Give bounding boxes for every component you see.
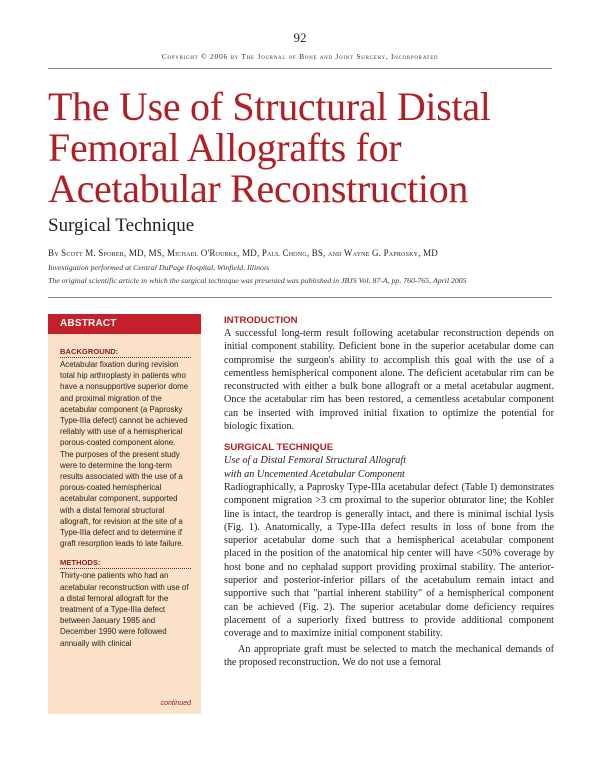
article-subtitle: Surgical Technique xyxy=(48,215,195,236)
introduction-heading: INTRODUCTION xyxy=(224,315,298,326)
abstract-box xyxy=(48,314,201,714)
technique-paragraph-2: An appropriate graft must be selected to match the mechanical demands of the proposed reconstruction. We do not use a femoral xyxy=(224,643,554,668)
background-label: BACKGROUND: xyxy=(60,347,191,358)
source-note: The original scientific article in which the surgical technique was presented was published in JBJS Vol. 87-A, pp. 760-765, April 2005 xyxy=(48,276,467,285)
copyright-line: Copyright © 2006 by The Journal of Bone and Joint Surgery, Incorporated xyxy=(161,52,439,61)
author-line: By Scott M. Sporer, MD, MS, Michael O'Rourke, MD, Paul Chong, BS, and Wayne G. Paprosky, MD xyxy=(48,248,438,258)
abstract-body xyxy=(48,334,201,649)
abstract-heading: ABSTRACT xyxy=(48,314,201,334)
introduction-text: A successful long-term result following acetabular reconstruction depends on initial component stability. Deficient bone in the superior acetabular dome can compromise the surgeon's ability to accomplish this goal with the use of a cementless hemispherical component alone. The deficient acetabular rim can be reconstructed with either a bulk bone allograft or a metal acetabular augment. Once the acetabular rim has been restored, a cementless acetabular component can be inserted with improved initial fixation to optimize the potential for biologic fixation. xyxy=(224,328,554,433)
section-rule xyxy=(48,297,552,298)
page-number: 92 xyxy=(293,30,307,45)
institution-note: Investigation performed at Central DuPage Hospital, Winfield, Illinois xyxy=(48,263,270,272)
background-text: Acetabular fixation during revision total hip arthroplasty in patients who have a nonsupportive superior dome and proximal migration of the acetabular component (a Paprosky Type-IIIa defect) cannot be achieved reliably with use of a hemispherical porous-coated component alone. The purposes of the present study were to determine the long-term results associated with the use of a porous-coated hemispherical acetabular component, supported with a distal femoral structural allograft, for revision at the site of a Type-IIIa defect and to determine if graft resorption leads to late failure. xyxy=(60,360,189,549)
technique-subheading-1: Use of a Distal Femoral Structural Allograft xyxy=(224,455,407,467)
article-title: The Use of Structural Distal Femoral Allografts for Acetabular Reconstruction xyxy=(48,84,491,211)
methods-text: Thirty-one patients who had an acetabular reconstruction with use of a distal femoral allograft for the treatment of a Type-IIIa defect between January 1985 and December 1990 were followed annually with clinical xyxy=(60,571,189,648)
methods-label: METHODS: xyxy=(60,558,191,569)
continued-label: continued xyxy=(160,700,191,707)
header-rule xyxy=(48,68,552,69)
main-text-column xyxy=(224,314,554,669)
surgical-technique-heading: SURGICAL TECHNIQUE xyxy=(224,442,334,454)
technique-paragraph-1: Radiographically, a Paprosky Type-IIIa acetabular defect (Table I) demonstrates component migration >3 cm proximal to the superior obturator line; the Kohler line is intact, the teardrop is generally intact, and there is minimal ischial lysis (Fig. 1). Anatomically, a Type-IIIa defect results in loss of bone from the superior acetabular dome such that a hemispherical acetabular component placed in the position of the anatomical hip center will have <50% coverage by host bone and no cephalad support providing proximal stability. The anterior-superior and posterior-inferior pillars of the acetabulum remain intact and supportive such that "partial inherent stability" of a hemispherical component can be achieved (Fig. 2). The superior acetabular dome deficiency requires placement of a superiorly fixed buttress to provide additional component coverage and to maximize initial component stability. xyxy=(224,481,554,640)
technique-subheading-2: with an Uncemented Acetabular Component xyxy=(224,468,405,480)
